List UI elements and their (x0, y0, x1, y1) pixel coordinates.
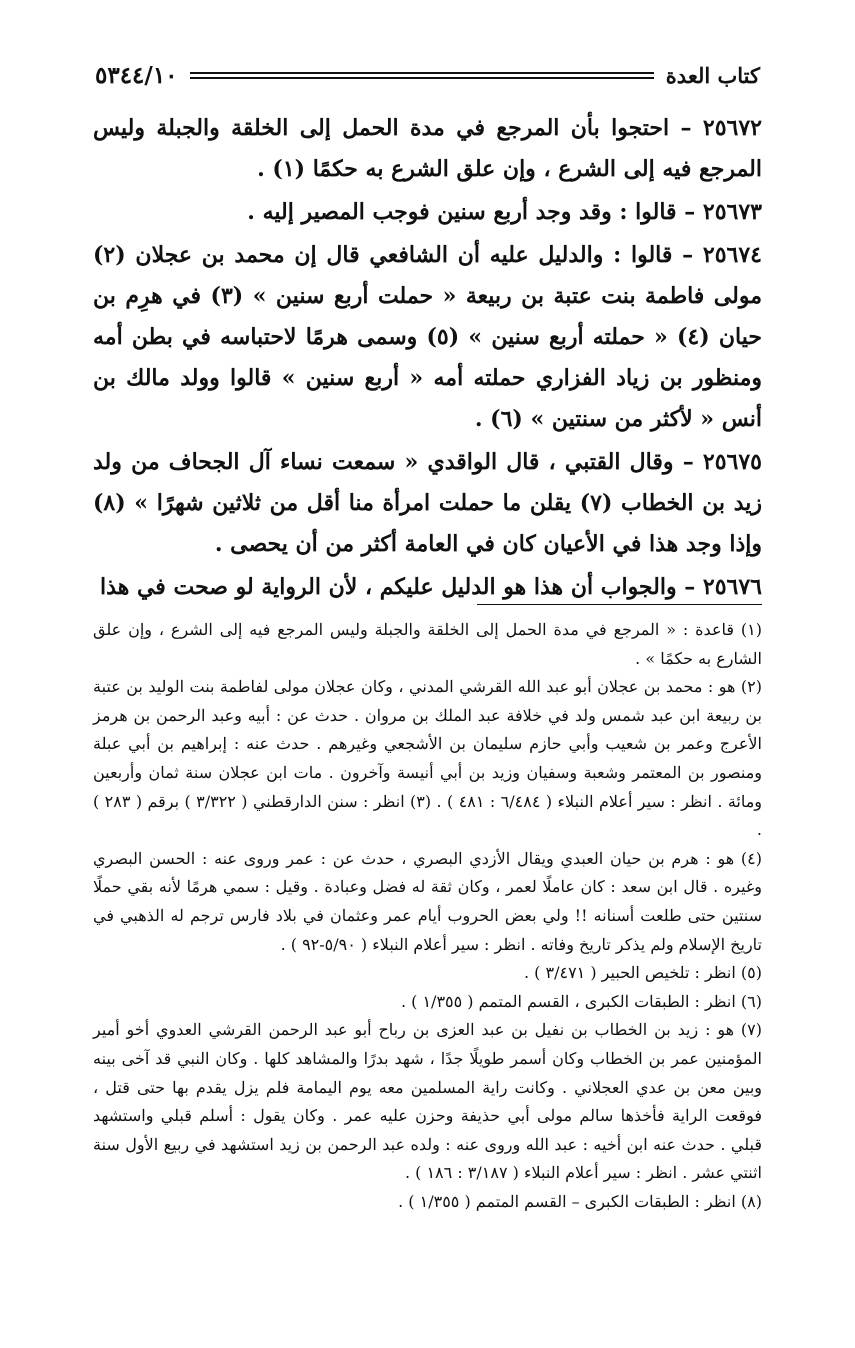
paragraph-number: ٢٥٦٧٢ (702, 115, 762, 141)
page-number: ٥٣٤٤/١٠ (95, 61, 178, 89)
main-text (93, 108, 762, 610)
paragraph (93, 235, 762, 440)
running-header (95, 58, 760, 92)
paragraph-number: ٢٥٦٧٤ (702, 242, 762, 268)
paragraph (93, 442, 762, 565)
paragraph-text: – احتجوا بأن المرجع في مدة الحمل إلى الخلقة والجبلة وليس المرجع فيه إلى الشرع ، وإن علق الشرع به حكمًا (١) . (93, 115, 762, 182)
paragraph-text: – والجواب أن هذا هو الدليل عليكم ، لأن الرواية لو صحت في هذا (100, 574, 696, 600)
footnote-separator (477, 604, 762, 605)
footnote: (٢) هو : محمد بن عجلان أبو عبد الله القرشي المدني ، وكان عجلان مولى لفاطمة بنت الوليد بن عتبة بن ربيعة ابن عبد شمس ولد في خلافة عبد الملك بن مروان . حدث عن : أبيه وعبد الرحمن بن هرمز الأعرج وعمر بن شعيب وأبي حازم سليمان بن الأشجعي وغيرهم . حدث عنه : إبراهيم بن أبي عبلة ومنصور بن المعتمر وشعبة وسفيان وزيد بن أبي أنيسة وآخرون . مات ابن عجلان سنة ثمان وأربعين ومائة . انظر : سير أعلام النبلاء ( ٦/٤٨٤ : ٤٨١ ) . (٣) انظر : سنن الدارقطني ( ٣/٣٢٢ ) برقم ( ٢٨٣ ) . (93, 677, 763, 840)
header-double-rule (190, 72, 654, 79)
footnote: (٨) انظر : الطبقات الكبرى – القسم المتمم ( ١/٣٥٥ ) . (398, 1191, 762, 1211)
paragraph (93, 567, 762, 608)
paragraph-text: – وقال القتبي ، قال الواقدي « سمعت نساء آل الجحاف من ولد زيد بن الخطاب (٧) يقلن ما حملت امرأة منا أقل من ثلاثين شهرًا » (٨) وإذا وجد هذا في الأعيان كان في العامة أكثر من أن يحصى . (93, 449, 763, 557)
paragraph-text: – قالوا : والدليل عليه أن الشافعي قال إن محمد بن عجلان (٢) مولى فاطمة بنت عتبة بن ربيعة « حملت أربع سنين » (٣) في هرِم بن حيان (٤) « حملته أربع سنين » (٥) وسمى هرمًا لاحتباسه في بطن أمه ومنظور بن زياد الفزاري حملته أمه « أربع سنين » قالوا وولد مالك بن أنس « لأكثر من سنتين » (٦) . (93, 242, 763, 432)
footnote: (٥) انظر : تلخيص الحبير ( ٣/٤٧١ ) . (524, 963, 762, 983)
paragraph (93, 192, 762, 233)
footnote: (٤) هو : هرم بن حيان العبدي ويقال الأزدي البصري ، حدث عن : عمر وروى عنه : الحسن البصري وغيره . قال ابن سعد : كان عاملًا لعمر ، وكان ثقة له فضل وعبادة . وقيل : سمي هرمًا لأنه بقي حملًا سنتين حتى طلعت أسنانه !! ولي بعض الحروب أيام عمر وعثمان في بلاد فارس ترجم له الذهبي في تاريخ الإسلام ولم يذكر تاريخ وفاته . انظر : سير أعلام النبلاء ( ٥/٩٠-٩٢ ) . (93, 848, 762, 954)
paragraph-number: ٢٥٦٧٣ (702, 199, 762, 225)
footnotes (93, 616, 762, 1216)
book-title: كتاب العدة (665, 62, 760, 88)
paragraph-text: – قالوا : وقد وجد أربع سنين فوجب المصير إليه . (247, 199, 696, 225)
footnote: (١) قاعدة : « المرجع في مدة الحمل إلى الخلقة والجبلة وليس المرجع فيه إلى الشرع ، وإن علق الشارع به حكمًا » . (93, 620, 762, 668)
footnote: (٦) انظر : الطبقات الكبرى ، القسم المتمم ( ١/٣٥٥ ) . (400, 991, 762, 1011)
paragraph (93, 108, 762, 190)
paragraph-number: ٢٥٦٧٦ (702, 574, 762, 600)
paragraph-number: ٢٥٦٧٥ (702, 449, 762, 475)
footnote: (٧) هو : زيد بن الخطاب بن نفيل بن عبد العزى بن رباح أبو عبد الرحمن القرشي العدوي أخو أمير المؤمنين عمر بن الخطاب وكان أسمر طويلًا جدًا ، شهد بدرًا والمشاهد كلها . وكان النبي قد آخى بينه وبين معن بن عدي العجلاني . وكانت راية المسلمين معه يوم اليمامة فلم يزل يقدم بها حتى قتل ، فوقعت الراية فأخذها سالم مولى أبي حذيفة وحزن عليه عمر . وكان يقول : أسلم قبلي واستشهد قبلي . حدث عنه ابن أخيه : عبد الله وروى عنه : ولده عبد الرحمن بن زيد استشهد في ربيع الأول سنة اثنتي عشر . انظر : سير أعلام النبلاء ( ٣/١٨٧ : ١٨٦ ) . (93, 1020, 762, 1183)
